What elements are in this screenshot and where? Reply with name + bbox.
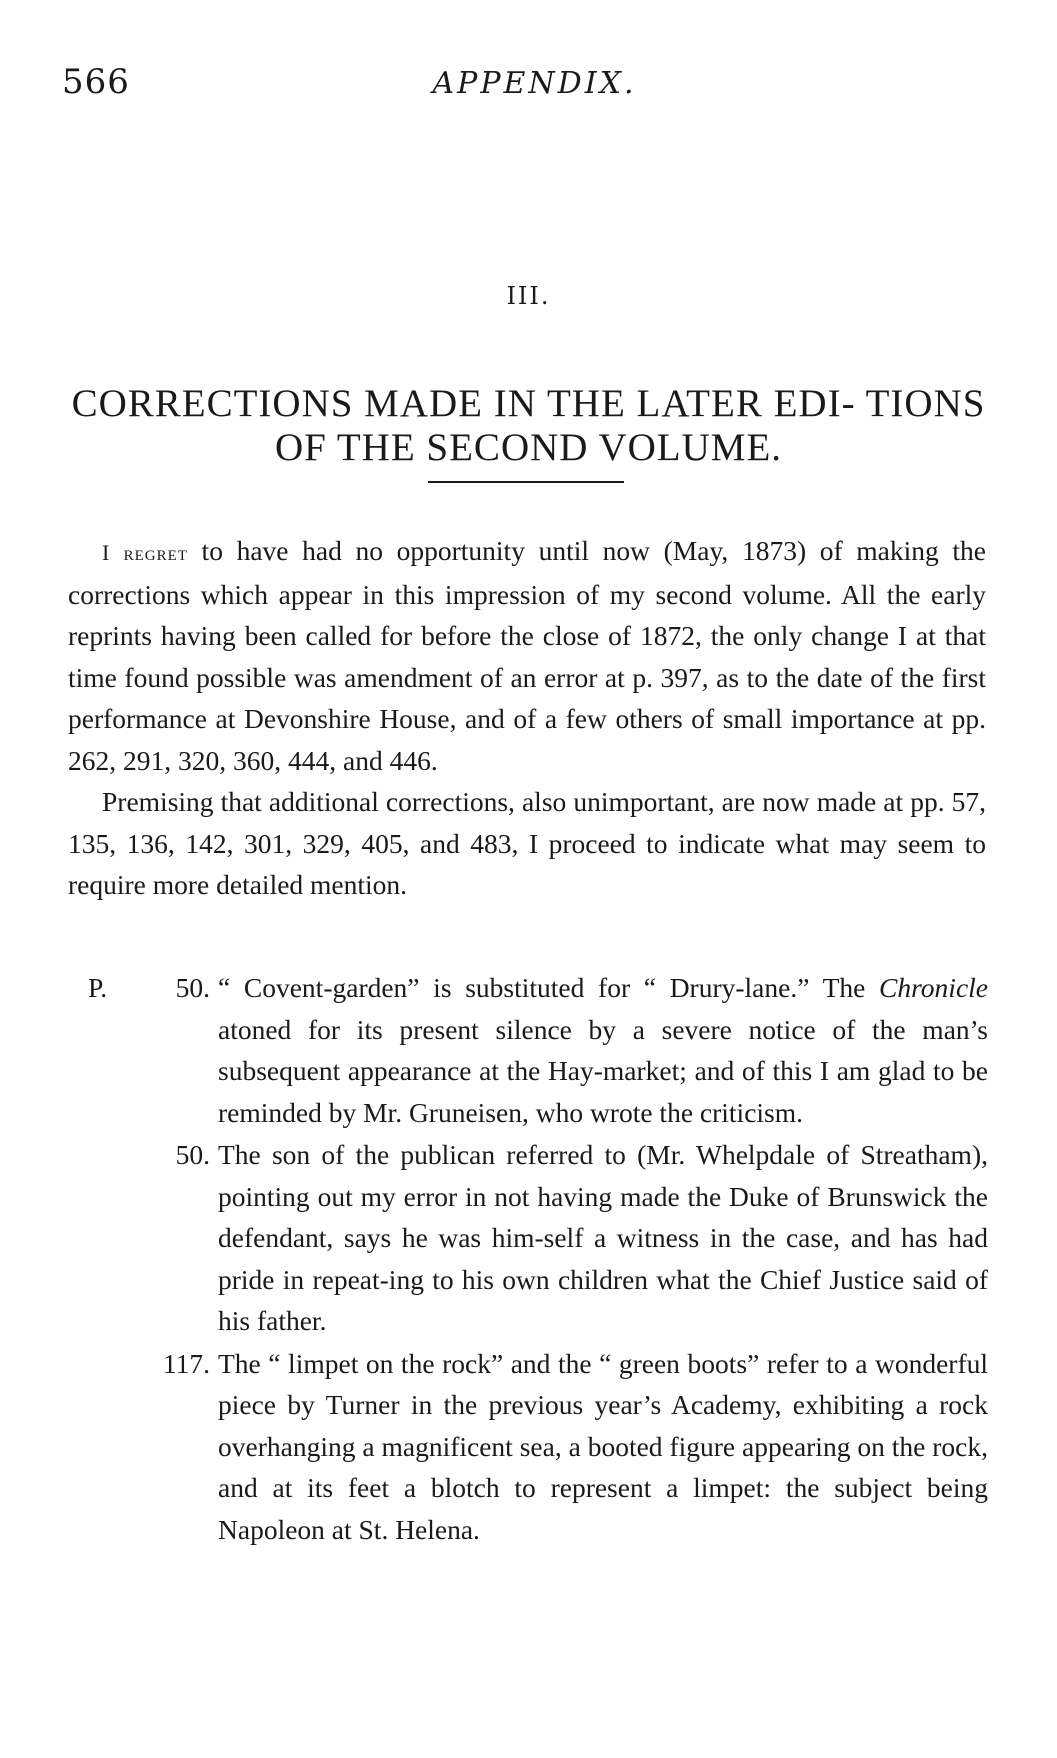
italic-title: Chronicle (879, 972, 988, 1003)
correction-text (218, 972, 988, 1128)
title-rule-divider (428, 481, 624, 483)
correction-entry (88, 1343, 988, 1551)
correction-entry (88, 967, 988, 1133)
paragraph-intro (68, 530, 986, 781)
correction-text-part: atoned for its present silence by a severe notice of the man’s subsequent appearance at the Hay-market; and of this I am glad to be reminded by Mr. Gruneisen, who wrote the criticism. (218, 1013, 988, 1128)
correction-page: 50. (175, 972, 210, 1003)
correction-page: 117. (162, 1347, 210, 1379)
page-number: 566 (62, 62, 130, 102)
correction-ref (88, 1134, 210, 1176)
running-head (62, 62, 937, 112)
correction-page: 50. (175, 1139, 210, 1170)
correction-ref (88, 1343, 210, 1385)
paragraph-premising: Premising that additional corrections, also unimportant, are now made at pp. 57, 135, 136, 142, 301, 329, 405, and 483, I proceed to indicate what may seem to require more detailed mention. (68, 786, 986, 900)
correction-ref (88, 967, 210, 1009)
corrections-list (88, 967, 988, 1551)
paragraph-intro-text: to have had no opportunity until now (May, 1873) of making the corrections which appear in this impression of my second volume. All the early reprints having been called for before the close of 1872, the only change I at that time found possible was amendment of an error at p. 397, as to the date of the first performance at Devonshire House, and of a few others of small importance at pp. 262, 291, 320, 360, 444, and 446. (68, 535, 987, 776)
correction-entry (88, 1134, 988, 1342)
page-prefix: P. (88, 972, 108, 1003)
section-title: CORRECTIONS MADE IN THE LATER EDI- TIONS OF THE SECOND VOLUME. (71, 382, 986, 470)
correction-text: The son of the publican referred to (Mr. Whelpdale of Streatham), pointing out my error in not having made the Duke of Brunswick the defendant, says he was him-self a witness in the case, and has had pride in repeat-ing to his own children what the Chief Justice said of his father. (218, 1139, 988, 1336)
running-title: APPENDIX. (432, 66, 637, 101)
body-text (68, 530, 986, 906)
paragraph-lead-small-caps: I regret (102, 540, 188, 565)
correction-text-part: “ Covent-garden” is substituted for “ Drury-lane.” The (218, 972, 880, 1003)
correction-text: The “ limpet on the rock” and the “ green boots” refer to a wonderful piece by Turner in the previous year’s Academy, exhibiting a rock overhanging a magnificent sea, a booted figure appearing on the rock, and at its feet a blotch to represent a limpet: the subject being Napoleon at St. Helena. (218, 1347, 988, 1545)
section-number: III. (506, 282, 551, 310)
